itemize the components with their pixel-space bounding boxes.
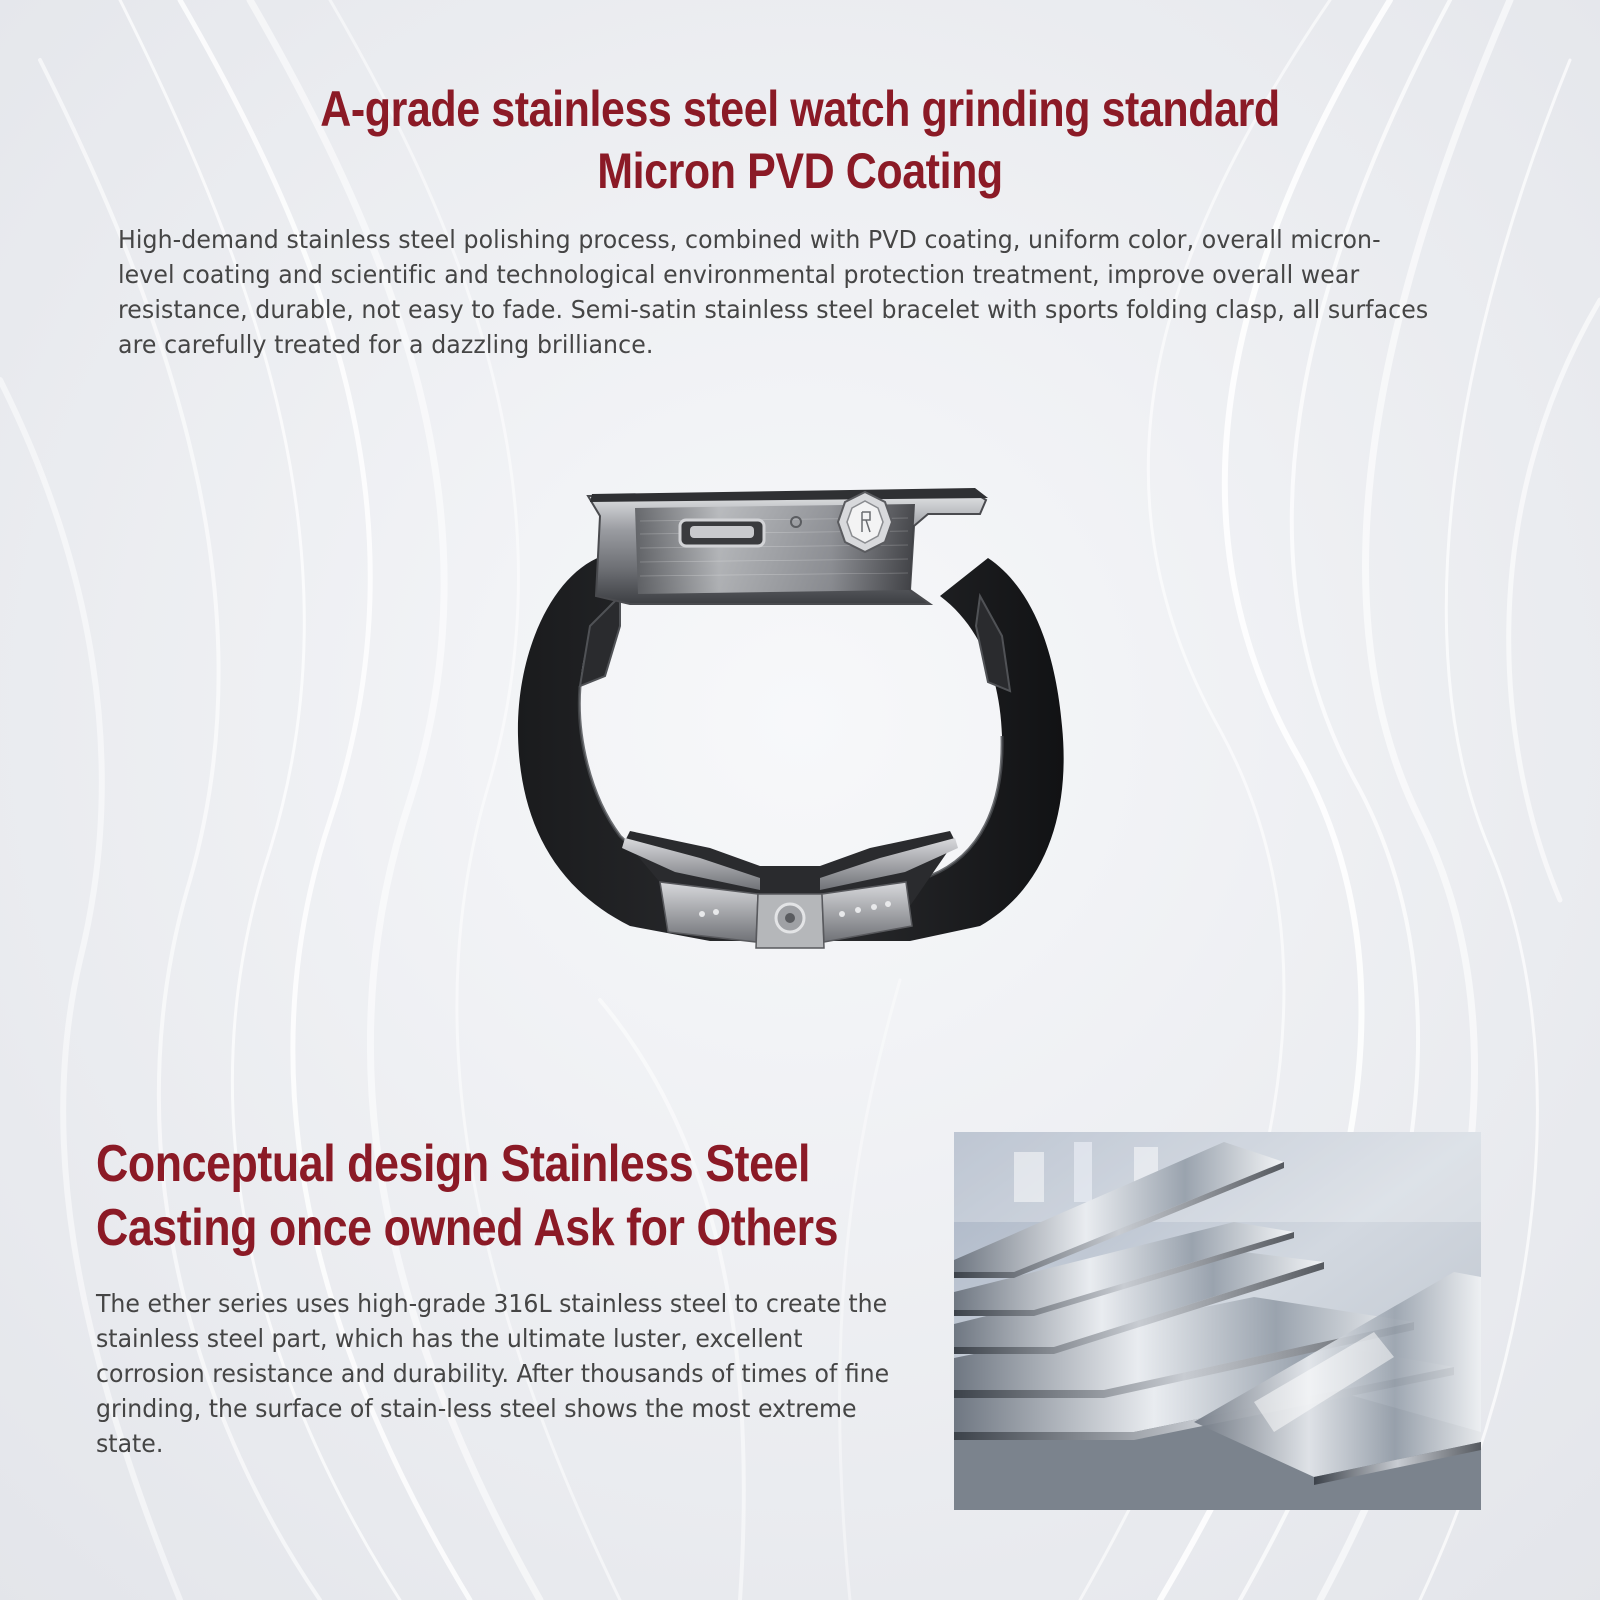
top-heading [112,78,1488,202]
feature-description: The ether series uses high-grade 316L stainless steel to create the stainless steel part, which has the ultimate luster, excellent corrosion resistance and durability. After thousands of times of fine grinding, the surface of stain-less steel shows the most extreme state. [96,1289,890,1458]
watch-product-image [510,486,1090,972]
top-description: High-demand stainless steel polishing process, combined with PVD coating, uniform color, overall micron-level coating and scientific and technological environmental protection treatment, improve overall wear resistance, durable, not easy to fade. Semi-satin stainless steel bracelet with sports folding clasp, all surfaces are carefully treated for a dazzling brilliance. [118,225,1429,359]
feature-heading-line1: Conceptual design Stainless Steel [96,1135,810,1193]
top-heading-line2: Micron PVD Coating [597,143,1003,199]
stainless-steel-sheets-image [954,1132,1481,1510]
feature-heading-line2: Casting once owned Ask for Others [96,1199,839,1257]
top-heading-line1: A-grade stainless steel watch grinding standard [320,81,1280,137]
feature-heading [96,1132,853,1260]
